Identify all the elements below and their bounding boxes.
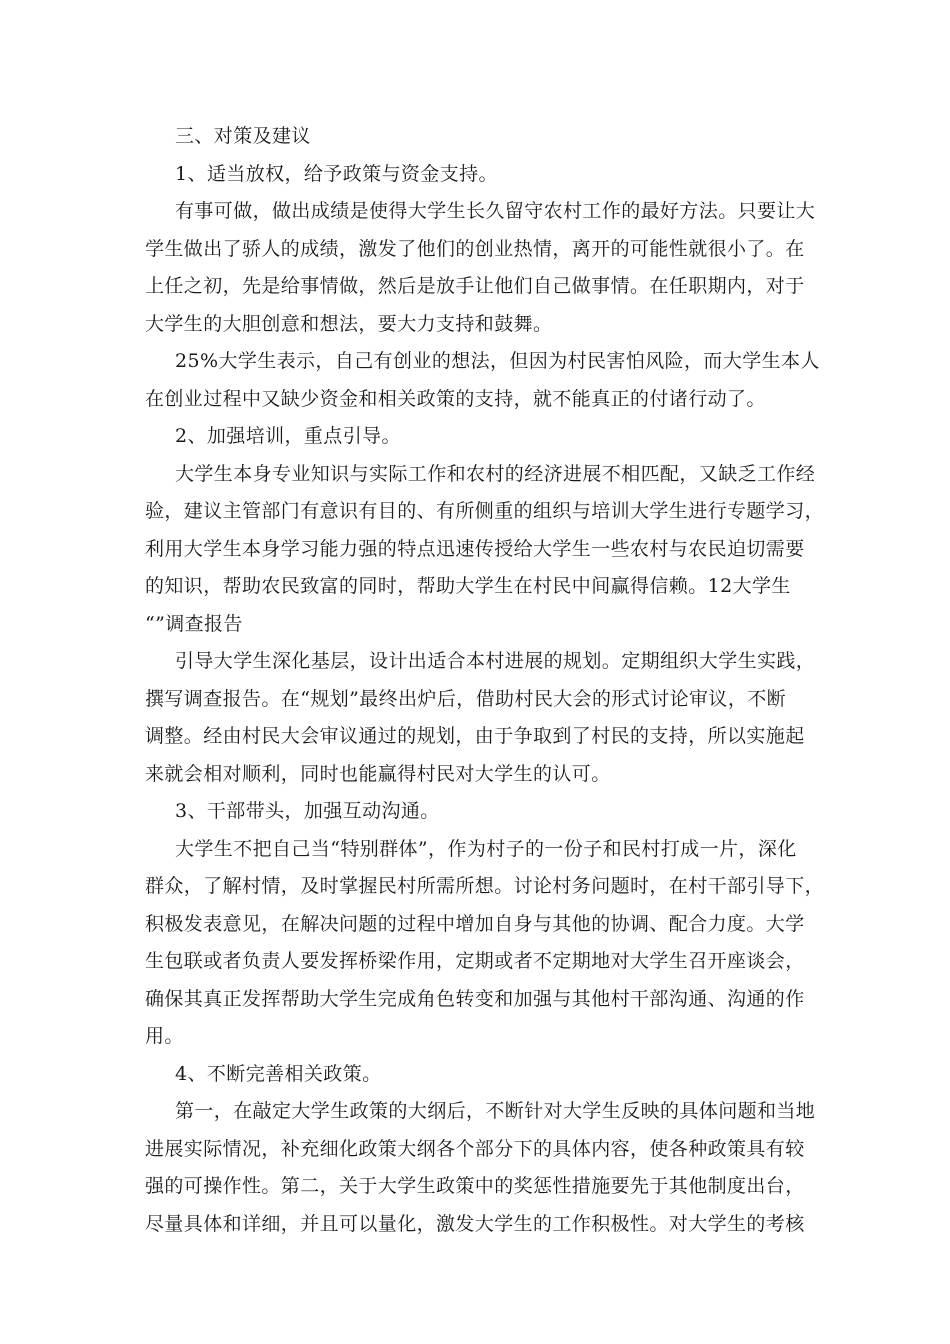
paragraph-line: 大学生的大胆创意和想法，要大力支持和鼓舞。 [145, 312, 553, 335]
subsection-heading: 4、不断完善相关政策。 [175, 1062, 382, 1085]
paragraph-line: “”调查报告 [145, 612, 243, 635]
paragraph-line: 有事可做，做出成绩是使得大学生长久留守农村工作的最好方法。只要让大 [175, 200, 816, 222]
document-body [145, 118, 825, 1243]
subsection-heading: 3、干部带头，加强互动沟通。 [175, 800, 440, 822]
paragraph-line: 调整。经由村民大会审议通过的规划，由于争取到了村民的支持，所以实施起 [145, 725, 805, 747]
paragraph-line: 第一，在敲定大学生政策的大纲后，不断针对大学生反映的具体问题和当地 [175, 1100, 816, 1122]
paragraph-line: 大学生本身专业知识与实际工作和农村的经济进展不相匹配，又缺乏工作经 [175, 462, 816, 485]
paragraph-line: 大学生不把自己当“特别群体”，作为村子的一份子和民村打成一片，深化 [175, 837, 797, 860]
paragraph-line: 25%大学生表示，自己有创业的想法，但因为村民害怕风险，而大学生本人 [175, 350, 820, 372]
paragraph-line: 群众，了解村情，及时掌握民村所需所想。讨论村务问题时，在村干部引导下， [145, 875, 825, 897]
paragraph-line: 撰写调查报告。在“规划”最终出炉后，借助村民大会的形式讨论审议，不断 [145, 687, 787, 710]
paragraph-line: 学生做出了骄人的成绩，激发了他们的创业热情，离开的可能性就很小了。在 [145, 237, 805, 260]
subsection-heading: 2、加强培训，重点引导。 [175, 425, 401, 447]
paragraph-line: 在创业过程中又缺少资金和相关政策的支持，就不能真正的付诸行动了。 [145, 387, 766, 410]
paragraph-line: 尽量具体和详细，并且可以量化，激发大学生的工作积极性。对大学生的考核 [145, 1212, 805, 1235]
paragraph-line: 上任之初，先是给事情做，然后是放手让他们自己做事情。在任职期内，对于 [145, 275, 805, 297]
paragraph-line: 验，建议主管部门有意识有目的、有所侧重的组织与培训大学生进行专题学习， [145, 500, 825, 522]
paragraph-line: 进展实际情况，补充细化政策大纲各个部分下的具体内容，使各种政策具有较 [145, 1137, 805, 1160]
paragraph-line: 确保其真正发挥帮助大学生完成角色转变和加强与其他村干部沟通、沟通的作 [145, 987, 805, 1010]
section-heading: 三、对策及建议 [175, 125, 311, 147]
paragraph-line: 生包联或者负责人要发挥桥梁作用，定期或者不定期地对大学生召开座谈会， [145, 950, 805, 972]
subsection-heading: 1、适当放权，给予政策与资金支持。 [175, 162, 498, 185]
paragraph-line: 的知识，帮助农民致富的同时，帮助大学生在村民中间赢得信赖。12大学生 [145, 575, 791, 597]
paragraph-line: 来就会相对顺利，同时也能赢得村民对大学生的认可。 [145, 762, 611, 785]
paragraph-line: 利用大学生本身学习能力强的特点迅速传授给大学生一些农村与农民迫切需要 [145, 537, 805, 560]
paragraph-line: 引导大学生深化基层，设计出适合本村进展的规划。定期组织大学生实践， [175, 650, 816, 672]
paragraph-line: 积极发表意见，在解决问题的过程中增加自身与其他的协调、配合力度。大学 [145, 912, 805, 935]
paragraph-line: 用。 [145, 1025, 184, 1047]
paragraph-line: 强的可操作性。第二，关于大学生政策中的奖惩性措施要先于其他制度出台， [145, 1175, 805, 1197]
